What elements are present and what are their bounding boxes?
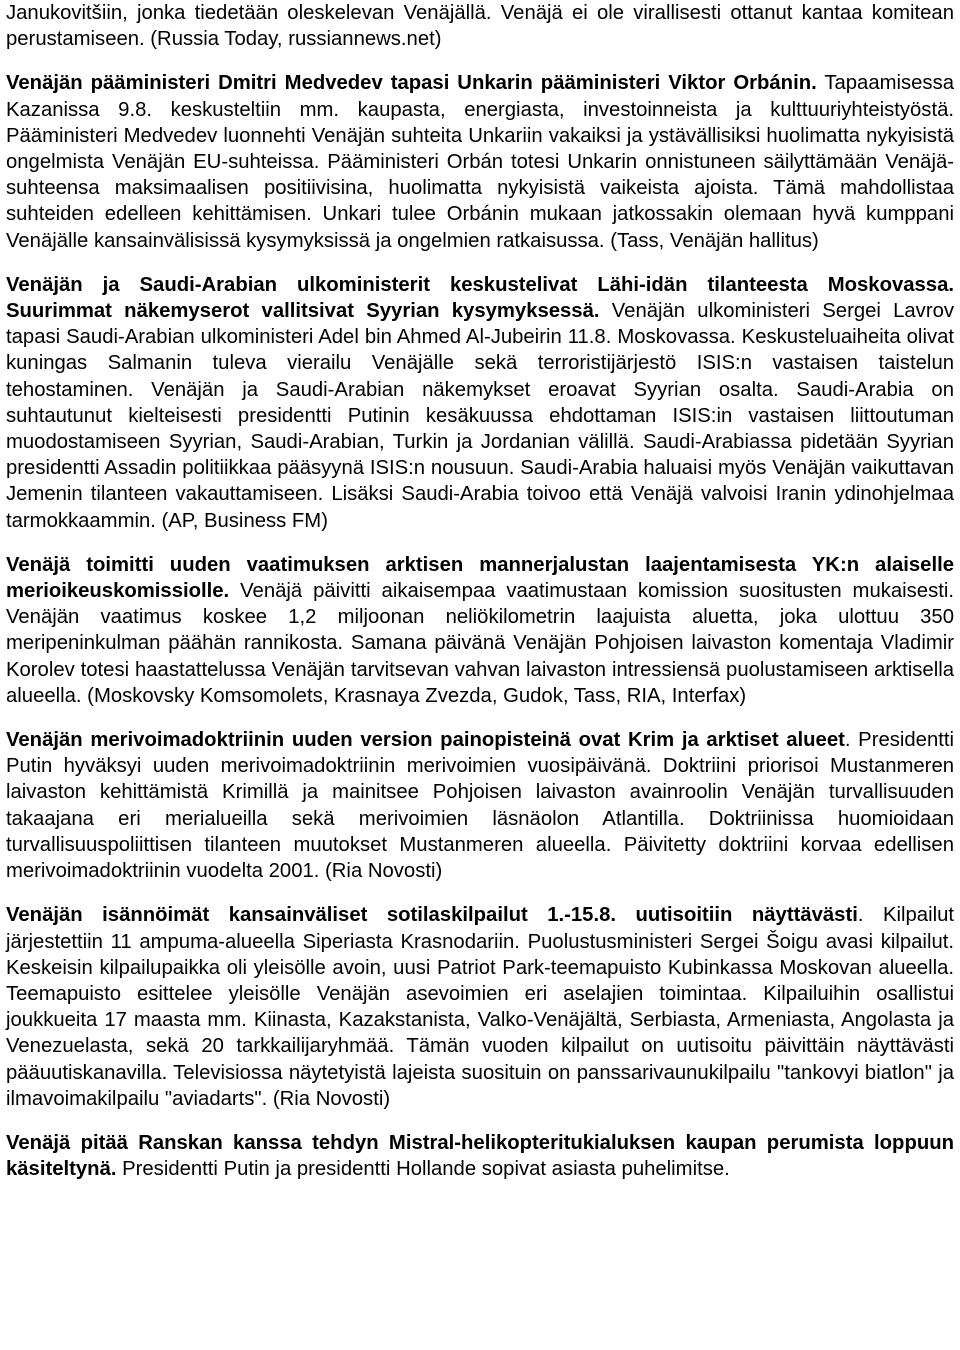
paragraph-1	[6, 0, 954, 52]
paragraph-4	[6, 552, 954, 709]
paragraph-5	[6, 727, 954, 884]
paragraph-2-body: Tapaamisessa Kazanissa 9.8. keskusteltiin mm. kaupasta, energiasta, investoinneista ja kulttuuriyhteistyöstä. Pääministeri Medvedev luonnehti Venäjän suhteita Unkariin vakaiksi ja ystävällisiksi huolimatta nykyisistä ongelmista Venäjän EU-suhteissa. Pääministeri Orbán totesi Unkarin onnistuneen säilyttämään Venäjä-suhteensa maksimaalisen positiivisina, huolimatta nykyisistä vaikeista ajoista. Tämä mahdollistaa suhteiden edelleen kehittämisen. Unkari tulee Orbánin mukaan jatkossakin olemaan hyvä kumppani Venäjälle kansainvälisissä kysymyksissä ja ongelmien ratkaisussa. (Tass, Venäjän hallitus)	[6, 72, 954, 252]
paragraph-6-headline: Venäjän isännöimät kansainväliset sotilaskilpailut 1.-15.8. uutisoitiin näyttävästi	[6, 904, 858, 927]
paragraph-2-headline: Venäjän pääministeri Dmitri Medvedev tapasi Unkarin pääministeri Viktor Orbánin.	[6, 72, 817, 95]
paragraph-1-body: Janukovitšiin, jonka tiedetään oleskelevan Venäjällä. Venäjä ei ole virallisesti ottanut kantaa komitean perustamiseen. (Russia Today, russiannews.net)	[6, 2, 954, 51]
paragraph-7-headline: Venäjä pitää Ranskan kanssa tehdyn Mistral-helikopteritukialuksen kaupan perumista loppuun käsiteltynä.	[6, 1131, 954, 1181]
paragraph-3	[6, 272, 954, 534]
paragraph-7	[6, 1130, 954, 1182]
paragraph-7-body: Presidentti Putin ja presidentti Hollande sopivat asiasta puhelimitse.	[116, 1158, 730, 1181]
paragraph-6-body: . Kilpailut järjestettiin 11 ampuma-alueella Siperiasta Krasnodariin. Puolustusministeri Sergei Šoigu avasi kilpailut. Keskeisin kilpailupaikka oli yleisölle avoin, uusi Patriot Park-teemapuisto Kubinkassa Moskovan alueella. Teemapuisto esittelee yleisölle Venäjän asevoimien eri aselajien toimintaa. Kilpailuihin osallistui joukkueita 17 maasta mm. Kiinasta, Kazakstanista, Valko-Venäjältä, Serbiasta, Armeniasta, Angolasta ja Venezuelasta, sekä 20 tarkkailijaryhmää. Tämän vuoden kilpailut on uutisoitu päivittäin näyttävästi pääuutiskanavilla. Televisiossa näytetyistä lajeista suosituin on panssarivaunukilpailu "tankovyi biatlon" ja ilmavoimakilpailu "aviadarts". (Ria Novosti)	[6, 904, 954, 1110]
paragraph-4-headline: Venäjä toimitti uuden vaatimuksen arktisen mannerjalustan laajentamisesta YK:n alaiselle merioikeuskomissiolle.	[6, 553, 954, 603]
paragraph-3-body: Venäjän ulkoministeri Sergei Lavrov tapasi Saudi-Arabian ulkoministeri Adel bin Ahmed Al-Jubeirin 11.8. Moskovassa. Keskusteluaiheita olivat kuningas Salmanin tuleva vierailu Venäjälle sekä terroristijärjestö ISIS:n vastaisen taistelun tehostaminen. Venäjän ja Saudi-Arabian näkemykset eroavat Syyrian osalta. Saudi-Arabia on suhtautunut kielteisesti presidentti Putinin kesäkuussa ehdottaman ISIS:in vastaisen liittoutuman muodostamiseen Syyrian, Saudi-Arabian, Turkin ja Jordanian välillä. Saudi-Arabiassa pidetään Syyrian presidentti Assadin politiikkaa pääsyynä ISIS:n nousuun. Saudi-Arabia haluaisi myös Venäjän vaikuttavan Jemenin tilanteen vakauttamiseen. Lisäksi Saudi-Arabia toivoo että Venäjä valvoisi Iranin ydinohjelmaa tarmokkaammin. (AP, Business FM)	[6, 300, 954, 532]
paragraph-3-headline: Venäjän ja Saudi-Arabian ulkoministerit keskustelivat Lähi-idän tilanteesta Moskovassa. Suurimmat näkemyserot vallitsivat Syyrian kysymyksessä.	[6, 273, 954, 323]
paragraph-4-body: Venäjä päivitti aikaisempaa vaatimustaan komission suositusten mukaisesti. Venäjän vaatimus koskee 1,2 miljoonan neliökilometrin laajuista aluetta, joka ulottuu 350 meripeninkulman päähän rannikosta. Samana päivänä Venäjän Pohjoisen laivaston komentaja Vladimir Korolev totesi haastattelussa Venäjän tarvitsevan vahvan laivaston intressiensä puolustamiseen arktisella alueella. (Moskovsky Komsomolets, Krasnaya Zvezda, Gudok, Tass, RIA, Interfax)	[6, 580, 954, 707]
paragraph-5-body: . Presidentti Putin hyväksyi uuden merivoimadoktriinin merivoimien vuosipäivänä. Doktriini priorisoi Mustanmeren laivaston kehittämistä Krimillä ja mainitsee Pohjoisen laivaston avainroolin Venäjän turvallisuuden takaajana eri merialueilla sekä merivoimien läsnäolon Atlantilla. Doktriinissa huomioidaan turvallisuuspoliittisen tilanteen muutokset Mustanmeren alueella. Päivitetty doktriini korvaa edellisen merivoimadoktriinin vuodelta 2001. (Ria Novosti)	[6, 729, 955, 883]
paragraph-5-headline: Venäjän merivoimadoktriinin uuden version painopisteinä ovat Krim ja arktiset alueet	[6, 729, 845, 752]
paragraph-6	[6, 902, 954, 1112]
paragraph-2	[6, 70, 954, 253]
